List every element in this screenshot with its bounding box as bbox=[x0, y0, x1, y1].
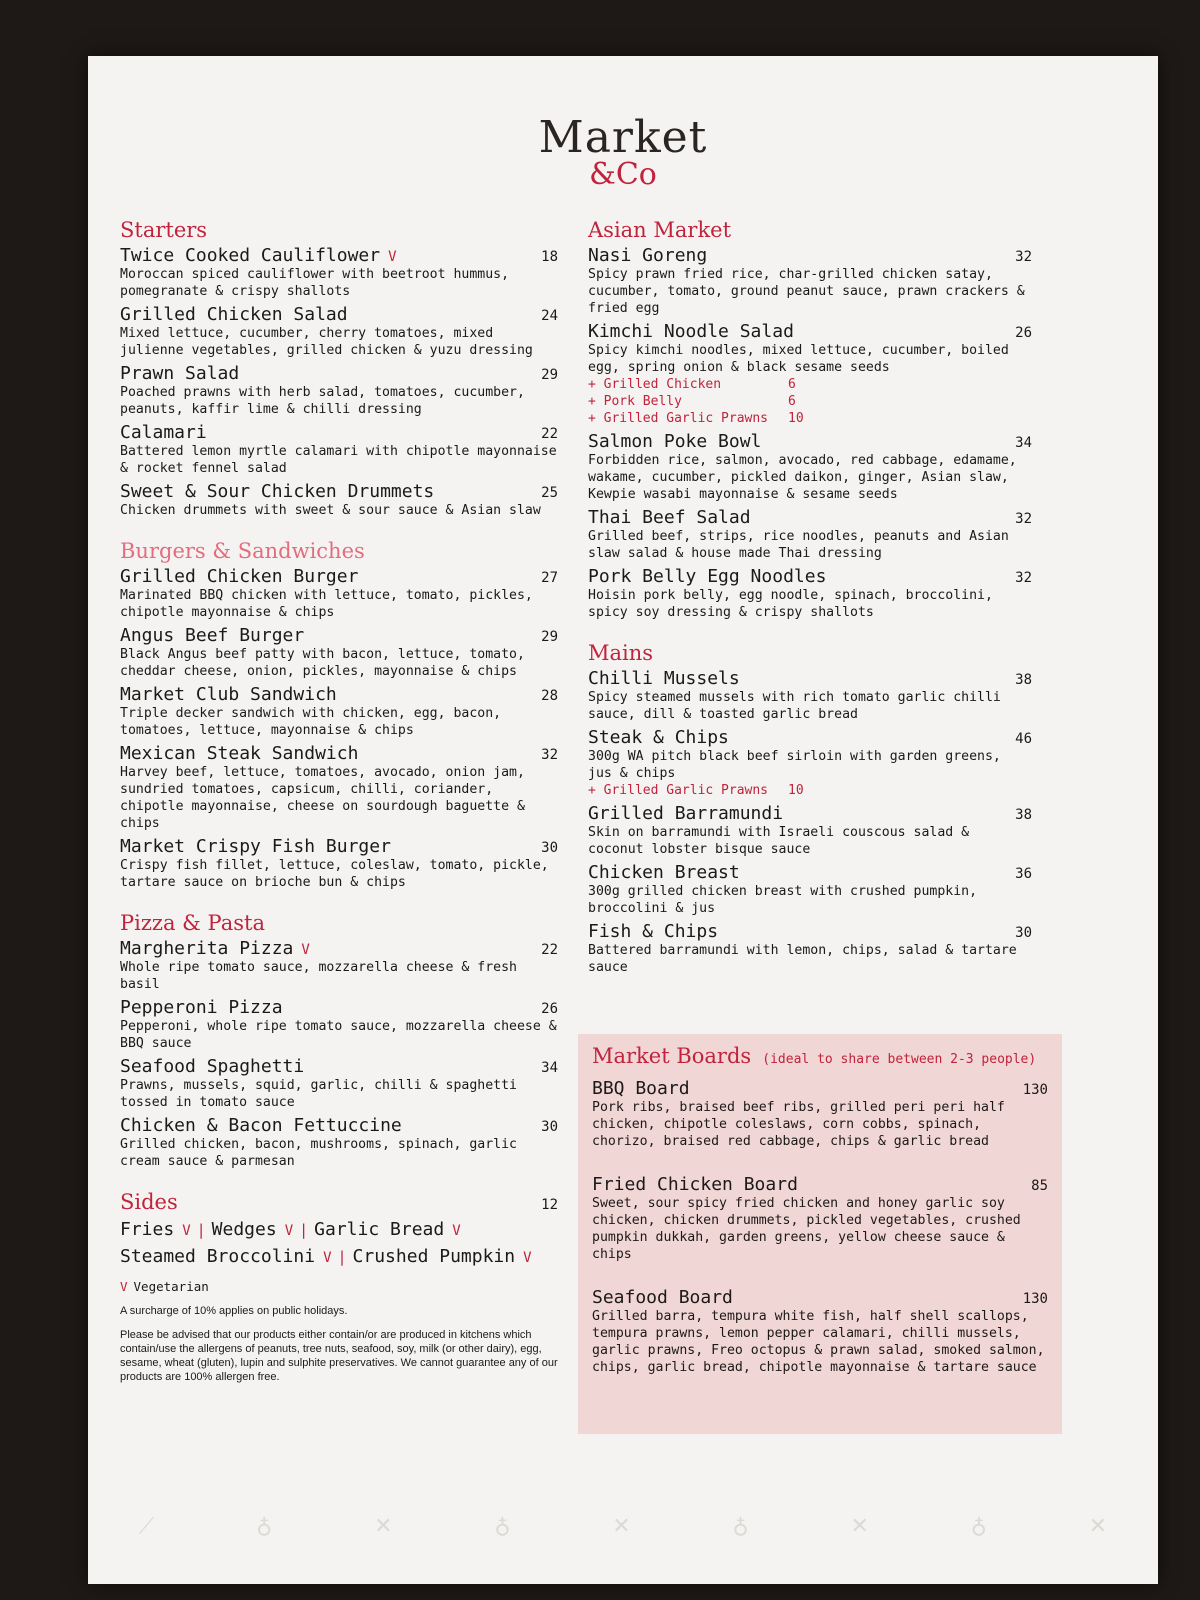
menu-item-price: 27 bbox=[541, 570, 558, 586]
addon-price: 10 bbox=[788, 783, 804, 798]
menu-item-header bbox=[120, 422, 558, 443]
menu-item-header bbox=[588, 803, 1032, 824]
menu-item-header bbox=[120, 836, 558, 857]
starters-section bbox=[120, 218, 558, 519]
menu-item-name-wrap bbox=[120, 363, 239, 384]
menu-item-name-wrap bbox=[588, 321, 794, 342]
menu-item-description: 300g WA pitch black beef sirloin with garden greens, jus & chips bbox=[588, 749, 1001, 781]
menu-item-name: Prawn Salad bbox=[120, 363, 240, 384]
menu-item-name-wrap bbox=[120, 566, 358, 587]
menu-item-price: 29 bbox=[541, 367, 558, 383]
board-item bbox=[592, 1078, 1048, 1150]
menu-item bbox=[120, 743, 558, 832]
starters-list bbox=[120, 245, 558, 519]
left-column bbox=[120, 218, 558, 1388]
menu-item-description: Mixed lettuce, cucumber, cherry tomatoes, mixed julienne vegetables, grilled chicken & yuzu dressing bbox=[120, 326, 533, 358]
menu-item-description: Forbidden rice, salmon, avocado, red cabbage, edamame, wakame, cucumber, pickled daikon, ginger, Asian slaw, Kewpie wasabi mayonnaise & sesame seeds bbox=[588, 453, 1017, 502]
menu-item-header bbox=[588, 566, 1032, 587]
menu-item-header bbox=[592, 1287, 1048, 1308]
menu-item-description: Black Angus beef patty with bacon, lettuce, tomato, cheddar cheese, onion, pickles, mayonnaise & chips bbox=[120, 647, 525, 679]
menu-item-header bbox=[588, 321, 1032, 342]
menu-item-name: Fish & Chips bbox=[588, 921, 719, 942]
menu-item-name: Market Club Sandwich bbox=[120, 684, 337, 705]
menu-item-price: 130 bbox=[1022, 1291, 1048, 1307]
menu-item-name-wrap bbox=[588, 566, 826, 587]
menu-item-name-wrap bbox=[120, 304, 348, 325]
menu-item-price: 30 bbox=[1015, 925, 1032, 941]
menu-item bbox=[588, 803, 1032, 858]
mains-list bbox=[588, 668, 1032, 976]
menu-item-description: Poached prawns with herb salad, tomatoes, cucumber, peanuts, kaffir lime & chilli dressing bbox=[120, 385, 525, 417]
vegetarian-mark: V bbox=[388, 249, 397, 265]
menu-item bbox=[588, 727, 1032, 799]
menu-item-price: 34 bbox=[541, 1060, 558, 1076]
sides-line-2 bbox=[120, 1244, 558, 1271]
menu-item-price: 32 bbox=[1015, 570, 1032, 586]
menu-item-name: Chilli Mussels bbox=[588, 668, 740, 689]
menu-item-price: 22 bbox=[541, 426, 558, 442]
menu-item-name-wrap bbox=[120, 938, 310, 959]
menu-item-price: 32 bbox=[1015, 249, 1032, 265]
menu-item bbox=[588, 507, 1032, 562]
menu-item-name: Nasi Goreng bbox=[588, 245, 708, 266]
menu-item-price: 30 bbox=[541, 840, 558, 856]
menu-item bbox=[120, 625, 558, 680]
menu-item-description: Spicy kimchi noodles, mixed lettuce, cucumber, boiled egg, spring onion & black sesame seeds bbox=[588, 343, 1009, 375]
menu-item-name: Angus Beef Burger bbox=[120, 625, 305, 646]
glass-icon: ♁ bbox=[970, 1514, 987, 1539]
logo bbox=[88, 112, 1158, 190]
menu-item-name-wrap bbox=[588, 862, 740, 883]
asian-section bbox=[588, 218, 1032, 621]
menu-item-name: Mexican Steak Sandwich bbox=[120, 743, 359, 764]
cross-cutlery-icon: ✕ bbox=[850, 1514, 869, 1539]
menu-item-name-wrap bbox=[588, 727, 729, 748]
menu-item-description: Spicy steamed mussels with rich tomato garlic chilli sauce, dill & toasted garlic bread bbox=[588, 690, 1001, 722]
menu-item-description: Spicy prawn fried rice, char-grilled chicken satay, cucumber, tomato, ground peanut sauce, prawn crackers & fried egg bbox=[588, 267, 1025, 316]
cutlery-pattern bbox=[88, 1514, 1158, 1554]
menu-item-header bbox=[120, 1115, 558, 1136]
menu-item-header bbox=[120, 938, 558, 959]
glass-icon: ♁ bbox=[494, 1514, 511, 1539]
menu-item-price: 24 bbox=[541, 308, 558, 324]
menu-item-name: Kimchi Noodle Salad bbox=[588, 321, 794, 342]
vegetarian-mark: V bbox=[284, 1223, 294, 1239]
menu-item-description: 300g grilled chicken breast with crushed pumpkin, broccolini & jus bbox=[588, 884, 978, 916]
glass-icon: ♁ bbox=[732, 1514, 749, 1539]
menu-item-header bbox=[592, 1078, 1048, 1099]
veg-legend-mark: V bbox=[120, 1279, 128, 1294]
menu-item-name: Chicken Breast bbox=[588, 862, 740, 883]
menu-item-header bbox=[588, 862, 1032, 883]
menu-item bbox=[120, 566, 558, 621]
menu-item-price: 18 bbox=[541, 249, 558, 265]
pizza-list bbox=[120, 938, 558, 1170]
menu-sheet bbox=[88, 56, 1158, 1584]
menu-item bbox=[120, 304, 558, 359]
menu-item bbox=[120, 938, 558, 993]
menu-item-header bbox=[592, 1174, 1048, 1195]
menu-item-price: 32 bbox=[541, 747, 558, 763]
menu-item-price: 30 bbox=[541, 1119, 558, 1135]
menu-item-description: Marinated BBQ chicken with lettuce, tomato, pickles, chipotle mayonnaise & chips bbox=[120, 588, 533, 620]
menu-item-name: Seafood Spaghetti bbox=[120, 1056, 305, 1077]
surcharge-notice: A surcharge of 10% applies on public holidays. bbox=[120, 1305, 348, 1317]
boards-note: (ideal to share between 2-3 people) bbox=[762, 1052, 1037, 1067]
section-title: Asian Market bbox=[588, 218, 732, 242]
logo-wordmark: Market bbox=[538, 112, 708, 163]
menu-item-price: 26 bbox=[541, 1001, 558, 1017]
menu-item-price: 38 bbox=[1015, 672, 1032, 688]
menu-item bbox=[120, 422, 558, 477]
menu-item-description: Grilled chicken, bacon, mushrooms, spinach, garlic cream sauce & parmesan bbox=[120, 1137, 517, 1169]
menu-item-name-wrap bbox=[120, 743, 358, 764]
allergen-notice: Please be advised that our products either contain/or are produced in kitchens which contain/use the allergens of peanuts, tree nuts, seafood, soy, milk (or other dairy), egg, sesame, wheat (gluten), lupin and sulphite preservatives. We cannot guarantee any of our products are 100% allergen free. bbox=[120, 1329, 558, 1383]
addon-price: 6 bbox=[788, 394, 796, 409]
menu-item-name-wrap bbox=[588, 245, 707, 266]
menu-item-header bbox=[120, 363, 558, 384]
menu-item-name-wrap bbox=[588, 668, 740, 689]
glass-icon: ♁ bbox=[256, 1514, 273, 1539]
menu-item-name-wrap bbox=[588, 921, 718, 942]
mains-section bbox=[588, 641, 1032, 976]
menu-item-header bbox=[588, 431, 1032, 452]
menu-item-description: Harvey beef, lettuce, tomatoes, avocado, onion jam, sundried tomatoes, capsicum, chilli, coriander, chipotle mayonnaise, cheese on sourdough baguette & chips bbox=[120, 765, 525, 831]
menu-item-price: 26 bbox=[1015, 325, 1032, 341]
section-title: Market Boards bbox=[592, 1044, 752, 1068]
sides-section bbox=[120, 1190, 558, 1384]
board-item bbox=[592, 1174, 1048, 1263]
menu-item-header bbox=[120, 625, 558, 646]
menu-item-name: Grilled Chicken Burger bbox=[120, 566, 359, 587]
menu-item-price: 22 bbox=[541, 942, 558, 958]
menu-item bbox=[120, 481, 558, 519]
menu-item-description: Grilled barra, tempura white fish, half shell scallops, tempura prawns, lemon pepper calamari, chilli mussels, garlic prawns, Freo octopus & prawn salad, smoked salmon, chips, garlic bread, chipotle mayonnaise & tartare sauce bbox=[592, 1309, 1045, 1375]
menu-item-description: Battered lemon myrtle calamari with chipotle mayonnaise & rocket fennel salad bbox=[120, 444, 557, 476]
menu-item-description: Moroccan spiced cauliflower with beetroot hummus, pomegranate & crispy shallots bbox=[120, 267, 510, 299]
market-boards-panel bbox=[578, 1034, 1062, 1434]
boards-list bbox=[592, 1078, 1048, 1376]
menu-item bbox=[120, 997, 558, 1052]
menu-item-description: Grilled beef, strips, rice noodles, peanuts and Asian slaw salad & house made Thai dressing bbox=[588, 529, 1009, 561]
menu-item-header bbox=[588, 245, 1032, 266]
board-item bbox=[592, 1287, 1048, 1376]
side-name: Fries bbox=[120, 1219, 175, 1240]
menu-item-name-wrap bbox=[120, 997, 283, 1018]
menu-item bbox=[588, 566, 1032, 621]
menu-item bbox=[120, 363, 558, 418]
menu-item-name: Grilled Chicken Salad bbox=[120, 304, 348, 325]
menu-item bbox=[588, 921, 1032, 976]
menu-item-name: Seafood Board bbox=[592, 1287, 733, 1308]
menu-item-name: Pepperoni Pizza bbox=[120, 997, 283, 1018]
menu-item-header bbox=[120, 481, 558, 502]
cross-cutlery-icon: ✕ bbox=[374, 1514, 393, 1539]
vegetarian-mark: V bbox=[182, 1223, 191, 1239]
menu-item-name-wrap bbox=[120, 1056, 304, 1077]
menu-item-description: Triple decker sandwich with chicken, egg, bacon, tomatoes, lettuce, mayonnaise & chips bbox=[120, 706, 502, 738]
menu-item-header bbox=[120, 304, 558, 325]
menu-item-description: Pork ribs, braised beef ribs, grilled peri peri half chicken, chipotle coleslaws, corn cobbs, spinach, chorizo, braised red cabbage, chips & garlic bread bbox=[592, 1100, 1005, 1149]
menu-item bbox=[588, 668, 1032, 723]
section-title: Sides bbox=[120, 1190, 178, 1214]
menu-item-name: Grilled Barramundi bbox=[588, 803, 784, 824]
pizza-section bbox=[120, 911, 558, 1170]
menu-item-price: 28 bbox=[541, 688, 558, 704]
asian-list bbox=[588, 245, 1032, 621]
menu-item-name: Margherita Pizza bbox=[120, 938, 294, 959]
menu-item-header bbox=[120, 743, 558, 764]
logo-subtitle: &Co bbox=[589, 157, 657, 192]
menu-item-addon bbox=[588, 393, 1032, 410]
addon-price: 6 bbox=[788, 377, 796, 392]
menu-item bbox=[588, 431, 1032, 503]
side-name: Crushed Pumpkin bbox=[352, 1246, 516, 1267]
menu-item-name: Fried Chicken Board bbox=[592, 1174, 798, 1195]
menu-item-name: Pork Belly Egg Noodles bbox=[588, 566, 827, 587]
side-name: Steamed Broccolini bbox=[120, 1246, 316, 1267]
menu-item-name: Twice Cooked Cauliflower bbox=[120, 245, 381, 266]
vegetarian-mark: V bbox=[523, 1250, 532, 1266]
sides-price: 12 bbox=[541, 1197, 558, 1213]
menu-item bbox=[588, 245, 1032, 317]
menu-item-header bbox=[588, 668, 1032, 689]
menu-item-header bbox=[120, 245, 558, 266]
menu-item-description: Chicken drummets with sweet & sour sauce & Asian slaw bbox=[120, 503, 541, 518]
menu-item-header bbox=[120, 1056, 558, 1077]
menu-item bbox=[120, 1056, 558, 1111]
addon-name: + Pork Belly bbox=[588, 394, 682, 409]
cross-cutlery-icon: ✕ bbox=[1088, 1514, 1108, 1539]
vegetarian-mark: V bbox=[452, 1223, 461, 1239]
menu-item-header bbox=[120, 684, 558, 705]
menu-item-price: 46 bbox=[1015, 731, 1032, 747]
menu-item-name-wrap bbox=[588, 803, 783, 824]
menu-item-description: Battered barramundi with lemon, chips, salad & tartare sauce bbox=[588, 943, 1017, 975]
menu-item-description: Sweet, sour spicy fried chicken and honey garlic soy chicken, chicken drummets, pickled vegetables, crushed pumpkin dukkah, garden greens, yellow cheese sauce & chips bbox=[592, 1196, 1021, 1262]
addon-name: + Grilled Garlic Prawns bbox=[588, 783, 769, 798]
sides-line-1 bbox=[120, 1217, 558, 1244]
menu-item-price: 29 bbox=[541, 629, 558, 645]
menu-item-header bbox=[120, 566, 558, 587]
vegetarian-mark: V bbox=[301, 942, 310, 958]
menu-item-description: Whole ripe tomato sauce, mozzarella cheese & fresh basil bbox=[120, 960, 517, 992]
menu-item-name: Market Crispy Fish Burger bbox=[120, 836, 391, 857]
menu-item-name-wrap bbox=[120, 836, 391, 857]
menu-item-price: 85 bbox=[1031, 1178, 1048, 1194]
menu-item-name: Sweet & Sour Chicken Drummets bbox=[120, 481, 435, 502]
menu-item-name-wrap bbox=[120, 422, 207, 443]
section-title: Starters bbox=[120, 218, 208, 242]
menu-item-name: BBQ Board bbox=[592, 1078, 690, 1099]
menu-item-price: 38 bbox=[1015, 807, 1032, 823]
burgers-list bbox=[120, 566, 558, 891]
menu-item-price: 32 bbox=[1015, 511, 1032, 527]
menu-item-addon bbox=[588, 376, 1032, 393]
side-name: Wedges bbox=[211, 1219, 277, 1240]
menu-item bbox=[120, 245, 558, 300]
side-name: Garlic Bread bbox=[314, 1219, 445, 1240]
menu-item-name: Calamari bbox=[120, 422, 207, 443]
menu-item-description: Crispy fish fillet, lettuce, coleslaw, tomato, pickle, tartare sauce on brioche bun & chips bbox=[120, 858, 549, 890]
menu-item-name: Salmon Poke Bowl bbox=[588, 431, 762, 452]
addon-name: + Grilled Chicken bbox=[588, 377, 722, 392]
menu-item-name-wrap bbox=[120, 1115, 402, 1136]
menu-item-price: 34 bbox=[1015, 435, 1032, 451]
menu-item-description: Pepperoni, whole ripe tomato sauce, mozzarella cheese & BBQ sauce bbox=[120, 1019, 557, 1051]
menu-item bbox=[120, 836, 558, 891]
menu-item-name-wrap bbox=[588, 431, 761, 452]
side-separator: | bbox=[299, 1221, 309, 1239]
menu-item bbox=[588, 321, 1032, 427]
addon-price: 10 bbox=[788, 411, 804, 426]
menu-item-header bbox=[588, 921, 1032, 942]
veg-legend bbox=[120, 1279, 558, 1294]
side-separator: | bbox=[337, 1248, 347, 1266]
vegetarian-mark: V bbox=[323, 1250, 332, 1266]
menu-item-addon bbox=[588, 410, 1032, 427]
menu-item-name: Chicken & Bacon Fettuccine bbox=[120, 1115, 402, 1136]
fork-icon: ⟋ bbox=[138, 1514, 155, 1539]
section-title: Pizza & Pasta bbox=[120, 911, 265, 935]
addon-name: + Grilled Garlic Prawns bbox=[588, 411, 769, 426]
menu-item-header bbox=[588, 507, 1032, 528]
menu-item-name-wrap bbox=[120, 625, 304, 646]
menu-item-description: Skin on barramundi with Israeli couscous salad & coconut lobster bisque sauce bbox=[588, 825, 970, 857]
menu-item bbox=[120, 1115, 558, 1170]
menu-item-header bbox=[588, 727, 1032, 748]
menu-item-name-wrap bbox=[588, 507, 751, 528]
section-title: Mains bbox=[588, 641, 654, 665]
burgers-section bbox=[120, 539, 558, 891]
side-separator: | bbox=[196, 1221, 206, 1239]
menu-item-name: Steak & Chips bbox=[588, 727, 729, 748]
menu-item-name: Thai Beef Salad bbox=[588, 507, 751, 528]
menu-item-price: 130 bbox=[1022, 1082, 1048, 1098]
veg-legend-text: Vegetarian bbox=[133, 1279, 209, 1294]
menu-item-price: 36 bbox=[1015, 866, 1032, 882]
menu-item-description: Prawns, mussels, squid, garlic, chilli & spaghetti tossed in tomato sauce bbox=[120, 1078, 517, 1110]
menu-item-price: 25 bbox=[541, 485, 558, 501]
menu-item bbox=[120, 684, 558, 739]
menu-item-addon bbox=[588, 782, 1032, 799]
right-column bbox=[588, 218, 1032, 996]
menu-item-name-wrap bbox=[120, 245, 397, 266]
menu-item bbox=[588, 862, 1032, 917]
section-title: Burgers & Sandwiches bbox=[120, 539, 365, 563]
menu-item-description: Hoisin pork belly, egg noodle, spinach, broccolini, spicy soy dressing & crispy shallots bbox=[588, 588, 993, 620]
cross-cutlery-icon: ✕ bbox=[612, 1514, 631, 1539]
menu-item-header bbox=[120, 997, 558, 1018]
menu-item-name-wrap bbox=[120, 481, 434, 502]
menu-item-name-wrap bbox=[120, 684, 337, 705]
